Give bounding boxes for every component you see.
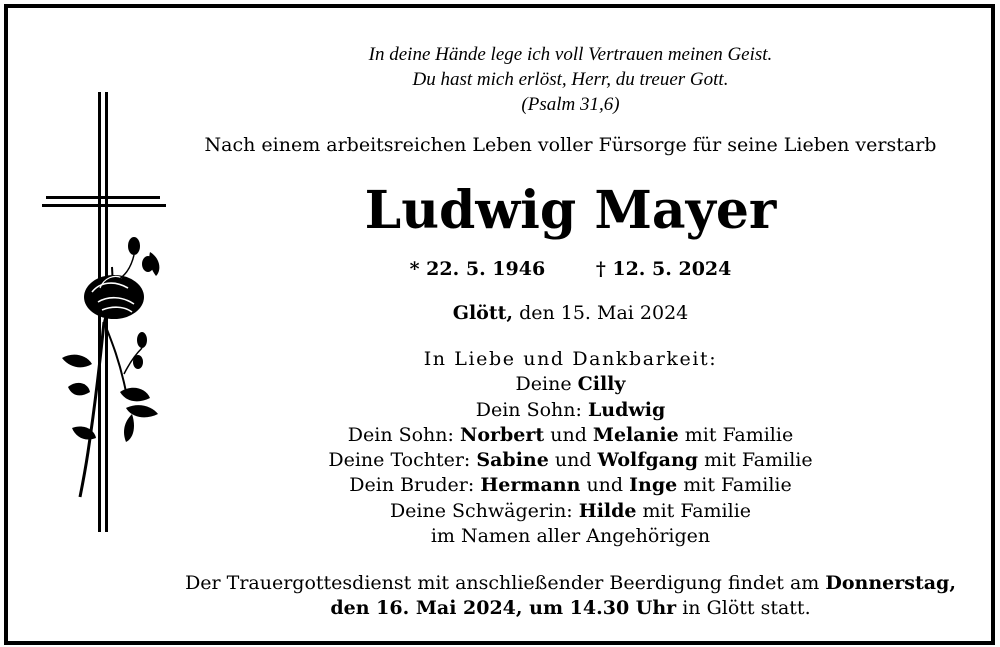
family-member-name: Cilly	[577, 373, 626, 396]
relation-label: Dein Sohn:	[347, 423, 460, 446]
psalm-line: In deine Hände lege ich voll Vertrauen meinen Geist.	[368, 44, 773, 65]
psalm-line: Du hast mich erlöst, Herr, du treuer Gott.	[412, 69, 729, 90]
relation-suffix: mit Familie	[678, 423, 794, 446]
relation-label: Dein Bruder:	[349, 474, 481, 497]
family-member-name: Sabine	[476, 449, 549, 472]
place-date: den 15. Mai 2024	[513, 302, 689, 324]
family-member-name: Wolfgang	[597, 449, 699, 472]
family-member-name: Hilde	[578, 499, 637, 522]
service-time: um 14.30 Uhr	[529, 597, 677, 619]
place-town: Glött,	[452, 302, 514, 324]
family-member-name: Melanie	[592, 423, 679, 446]
conjunction: und	[580, 474, 630, 497]
conjunction: und	[548, 449, 598, 472]
intro-text: Nach einem arbeitsreichen Leben voller Fürsorge für seine Lieben verstarb	[204, 134, 937, 156]
family-row	[138, 499, 1000, 524]
family-row	[138, 448, 1000, 473]
family-member-name: Hermann	[480, 474, 581, 497]
service-line	[118, 571, 1000, 596]
family-lead: In Liebe und Dankbarkeit:	[423, 348, 718, 370]
psalm-reference: (Psalm 31,6)	[521, 94, 620, 115]
death-date: † 12. 5. 2024	[595, 258, 732, 280]
relation-label: Deine Tochter:	[328, 449, 477, 472]
place-date-line	[138, 301, 1000, 326]
conjunction: und	[544, 423, 593, 446]
service-date: den 16. Mai 2024	[330, 597, 516, 619]
psalm-quote	[138, 42, 1000, 117]
deceased-name: Ludwig Mayer	[364, 180, 777, 241]
birth-date: * 22. 5. 1946	[409, 258, 546, 280]
family-closing: im Namen aller Angehörigen	[430, 525, 711, 548]
relation-label: Deine Schwägerin:	[389, 499, 579, 522]
life-dates	[138, 257, 1000, 282]
service-day: Donnerstag,	[825, 572, 956, 594]
relation-suffix: mit Familie	[698, 449, 813, 472]
family-row	[138, 398, 1000, 423]
service-separator: ,	[515, 597, 530, 619]
family-member-name: Inge	[629, 474, 678, 497]
family-list	[138, 347, 1000, 549]
family-row	[138, 423, 1000, 448]
service-line	[118, 596, 1000, 621]
service-info	[118, 571, 1000, 621]
relation-label: Deine	[515, 373, 578, 396]
notice-frame	[4, 4, 995, 645]
relation-suffix: mit Familie	[677, 474, 792, 497]
family-row	[138, 372, 1000, 397]
relation-label: Dein Sohn:	[475, 398, 588, 421]
family-row	[138, 473, 1000, 498]
service-location: in Glött statt.	[676, 597, 811, 619]
family-member-name: Norbert	[459, 423, 545, 446]
service-text: Der Trauergottesdienst mit anschließender Beerdigung findet am	[185, 572, 826, 594]
family-member-name: Ludwig	[587, 398, 666, 421]
relation-suffix: mit Familie	[636, 499, 752, 522]
